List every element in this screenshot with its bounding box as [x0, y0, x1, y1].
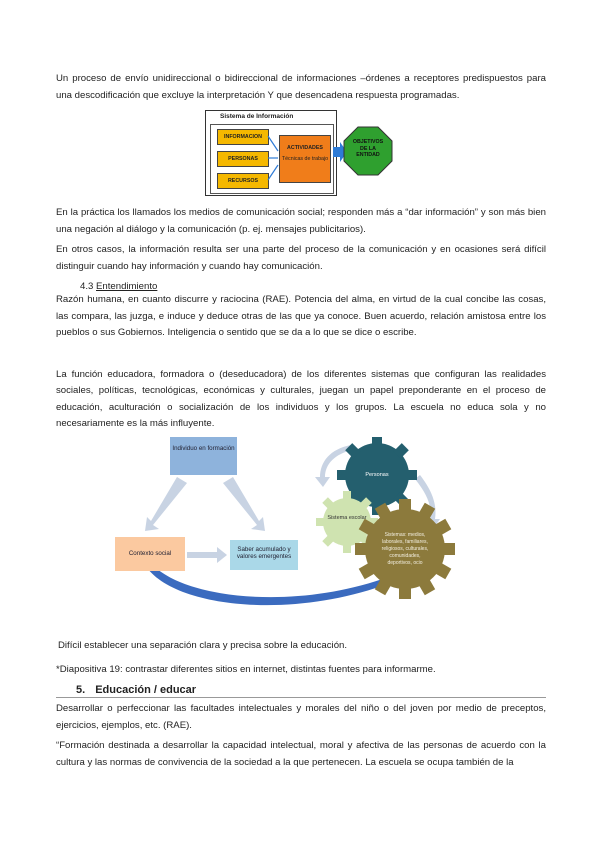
gear-personas-label: Personas	[365, 472, 389, 478]
objectives-label	[343, 139, 393, 159]
education-systems-diagram	[115, 437, 455, 607]
objectives-line-1: OBJETIVOS	[352, 139, 384, 145]
paragraph-definition: Un proceso de envío unidireccional o bidireccional de informaciones –órdenes a receptores predispuestos para una descodificación que excluye la interpretación Y que desencadena respuesta programadas.	[56, 73, 546, 101]
paragraph-entendimiento: Razón humana, en cuanto discurre y raciocina (RAE). Potencia del alma, en virtud de la cual concibe las cosas, las compara, las juzga, e induce y deduce otras de las que ya conoce. Buen acuerdo, relación amistosa entre los pueblos o sus Gobiernos. Inteligencia o sentido que se da a lo que se dice o escribe.	[56, 294, 546, 339]
paragraph-educational-function: La función educadora, formadora o (deseducadora) de los diferentes sistemas que configuran las realidades sociales, políticas, tecnológicas, económicas y culturales, juegan un papel preponderante en el proceso de educación, aculturación o socialización de los individuos y los grupos. La escuela no educa sola y no necesariamente es la más influyente.	[56, 369, 546, 429]
input-informacion: INFORMACION	[217, 129, 269, 145]
technique-label: Técnicas de trabajo	[281, 156, 329, 162]
objectives-octagon	[343, 126, 393, 181]
paragraph-slide-note: *Diapositiva 19: contrastar diferentes sitios en internet, distintas fuentes para informarme.	[56, 664, 436, 675]
gear-school-label: Sistema escolar	[327, 515, 367, 521]
activities-label: ACTIVIDADES	[287, 145, 323, 151]
section-number: 4.3	[80, 281, 94, 292]
section-4-3-heading	[80, 281, 157, 292]
individual-box: Individuo en formación	[170, 437, 237, 475]
section-title: Entendimiento	[96, 281, 158, 292]
section-5-heading	[56, 684, 546, 698]
knowledge-box: Saber acumulado y valores emergentes	[230, 540, 298, 570]
section-title: Educación / educar	[95, 684, 197, 696]
input-recursos: RECURSOS	[217, 173, 269, 189]
diagram-title: Sistema de Información	[220, 113, 294, 120]
section-number: 5.	[76, 684, 86, 696]
paragraph-media: En la práctica los llamados los medios de comunicación social; responden más a “dar información” y son más bien una negación al diálogo y la comunicación (p. ej. mensajes publicitarios).	[56, 207, 546, 235]
paragraph-other-cases: En otros casos, la información resulta ser una parte del proceso de la comunicación y en ocasiones será difícil distinguir cuando hay información y cuando hay comunicación.	[56, 244, 546, 272]
paragraph-difficulty: Difícil establecer una separación clara y precisa sobre la educación.	[58, 640, 348, 651]
input-personas: PERSONAS	[217, 151, 269, 167]
gears	[115, 437, 455, 607]
objectives-line-2: DE LA	[360, 145, 376, 152]
objectives-line-3: ENTIDAD	[356, 152, 380, 158]
gear-systems-label: Sistemas: medios, laborales, familiares, religiosos, culturales, comunidades, deportivos, ocio	[381, 532, 429, 566]
paragraph-educar-definition: Desarrollar o perfeccionar las facultades intelectuales y morales del niño o del joven por medio de preceptos, ejercicios, ejemplos, etc. (RAE).	[56, 703, 546, 731]
context-box: Contexto social	[115, 537, 185, 571]
activities-box	[279, 135, 331, 183]
paragraph-formation-quote: “Formación destinada a desarrollar la capacidad intelectual, moral y afectiva de las personas de acuerdo con la cultura y las normas de convivencia de la sociedad a la que pertenecen. La escuela se ocupa también de la	[56, 740, 546, 768]
system-inner-box	[210, 124, 334, 194]
information-system-diagram	[205, 110, 395, 196]
system-frame	[205, 110, 337, 196]
